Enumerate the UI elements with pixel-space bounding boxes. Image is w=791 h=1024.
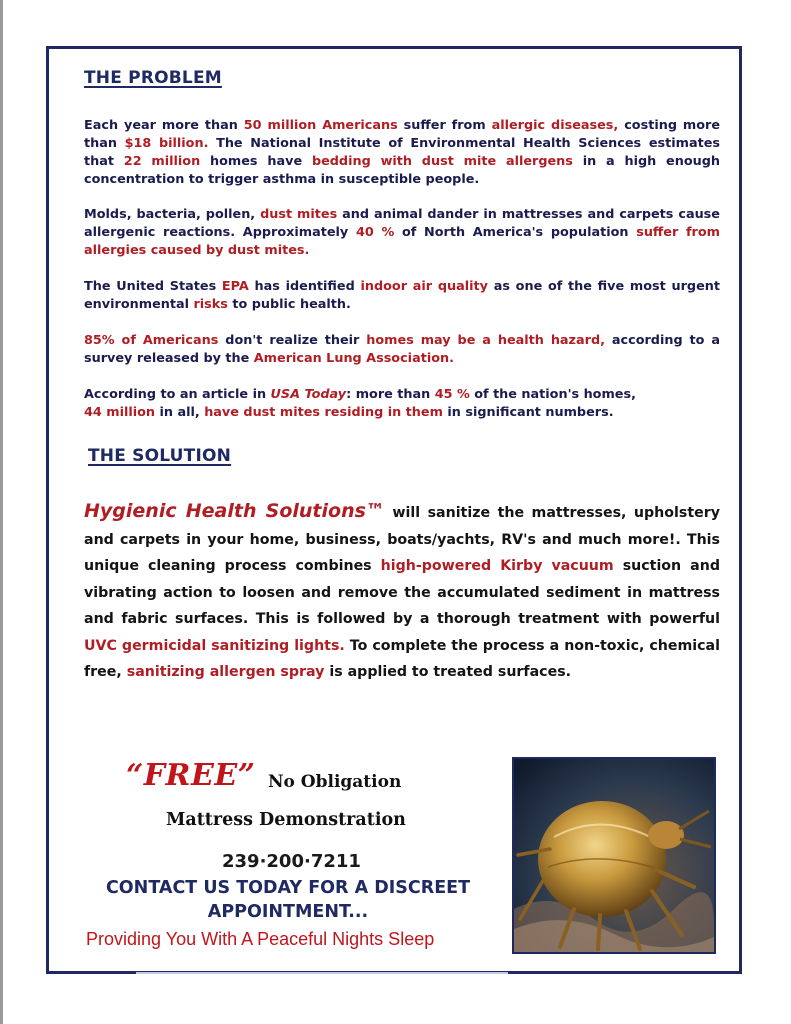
highlight-text: 22 million	[123, 154, 201, 169]
highlight-text: USA Today	[270, 387, 347, 402]
body-text: will sanitize the mattresses, upholstery and carpets in your home, business, boats/yachts, RV's and much more!. This unique cleaning process combines	[84, 505, 720, 574]
highlight-text: 44 million	[84, 405, 156, 420]
highlight-text: 85% of Americans	[84, 333, 219, 348]
highlight-text: American Lung Association.	[253, 351, 454, 366]
body-text: is applied to treated surfaces.	[324, 664, 572, 680]
highlight-text: sanitizing allergen spray	[126, 664, 325, 680]
mattress-demonstration-text: Mattress Demonstration	[166, 810, 406, 830]
highlight-text: dust mites	[260, 207, 338, 222]
body-text: Each year more than	[84, 118, 244, 133]
problem-heading: THE PROBLEM	[84, 68, 222, 88]
highlight-text: 45 %	[434, 387, 470, 402]
highlight-text: UVC germicidal sanitizing lights.	[84, 637, 345, 654]
problem-paragraph-3	[84, 278, 720, 314]
body-text: The United States	[84, 279, 222, 294]
body-text: homes have	[200, 154, 312, 169]
body-text: According to an article in	[84, 387, 271, 402]
highlight-text: 50 million Americans	[243, 118, 398, 133]
contact-call-to-action: CONTACT US TODAY FOR A DISCREET APPOINTMENT...	[105, 878, 471, 922]
body-text: The National Institute of Environmental Health Sciences estimates that	[84, 136, 720, 169]
body-text: Molds, bacteria, pollen,	[84, 207, 261, 222]
body-text: don't realize their	[218, 333, 367, 348]
body-text: has identified	[248, 279, 361, 294]
free-offer-heading: “FREE”	[126, 758, 256, 793]
no-obligation-text: No Obligation	[268, 772, 402, 792]
body-text: To complete the process a non-toxic, chemical free,	[84, 637, 720, 680]
problem-paragraph-1	[84, 117, 720, 189]
body-text: and animal dander in mattresses and carpets cause allergenic reactions. Approximately	[84, 207, 720, 240]
body-text: of the nation's homes,	[469, 387, 636, 402]
phone-number[interactable]: 239·200·7211	[222, 851, 361, 872]
problem-paragraph-2	[84, 206, 720, 260]
highlight-text: bedding with dust mite allergens	[311, 154, 573, 169]
body-text: : more than	[346, 387, 435, 402]
highlight-text: suffer from allergies caused by dust mites.	[84, 225, 720, 258]
highlight-text: homes may be a health hazard,	[366, 333, 605, 348]
brand-name: Hygienic Health Solutions™	[84, 500, 385, 522]
solution-heading: THE SOLUTION	[88, 446, 232, 466]
highlight-text: indoor air quality	[360, 279, 488, 294]
highlight-text: risks	[193, 297, 228, 312]
body-text: according to a survey released by the	[84, 333, 720, 366]
highlight-text: high-powered Kirby vacuum	[380, 558, 614, 574]
highlight-text: EPA	[221, 279, 249, 294]
tagline: Providing You With A Peaceful Nights Sleep	[86, 929, 435, 949]
body-text: in significant numbers.	[442, 405, 614, 420]
dust-mite-photo	[512, 757, 716, 954]
highlight-text: $18 billion.	[124, 136, 209, 151]
page-left-edge	[0, 0, 3, 1024]
highlight-text: allergic diseases,	[491, 118, 619, 133]
problem-paragraph-5	[84, 386, 720, 422]
body-text: in a high enough concentration to trigger asthma in susceptible people.	[84, 154, 721, 187]
highlight-text: have dust mites residing in them	[204, 405, 443, 420]
solution-paragraph	[84, 498, 720, 686]
problem-paragraph-4	[84, 332, 720, 368]
body-text: to public health.	[227, 297, 351, 312]
body-text: costing more than	[84, 118, 721, 151]
dust-mite-icon	[514, 759, 714, 952]
body-text: suction and vibrating action to loosen and remove the accumulated sediment in mattress and fabric surfaces. This is followed by a thorough treatment with powerful	[84, 558, 720, 627]
body-text: suffer from	[397, 118, 492, 133]
body-text: in all,	[155, 405, 205, 420]
highlight-text: 40 %	[355, 225, 395, 240]
body-text: of North America's population	[394, 225, 637, 240]
bottom-divider	[136, 972, 508, 974]
solution-body	[84, 505, 720, 680]
body-text: as one of the five most urgent environmental	[84, 279, 720, 312]
